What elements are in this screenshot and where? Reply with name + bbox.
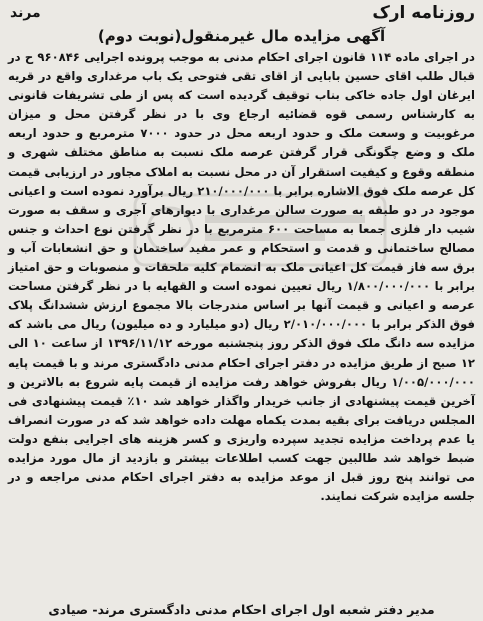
ad-signature: مدیر دفتر شعبه اول اجرای احکام مدنی دادگستری مرند- صیادی bbox=[48, 602, 435, 617]
ad-title: آگهی مزایده مال غیرمنقول(نوبت دوم) bbox=[97, 27, 386, 45]
city-name: مرند bbox=[10, 5, 41, 21]
page-header bbox=[0, 0, 483, 26]
newspaper-name: روزنامه ارک bbox=[372, 3, 475, 23]
ad-body: در اجرای ماده ۱۱۴ قانون اجرای احکام مدنی به موجب پرونده اجرایی ۹۶۰۸۴۶ ح در قبال طلب اقای حسین بابایی از اقای تقی فتوحی یک باب مرغداری واقع در قریه ایرغان اول جاده خاکی بناب توقیف گردیده است که پس از طی تشریفات قانونی به کارشناس رسمی قوه قضائیه ارجاع وی با در نظر گرفتن محل و میزان مرغوبیت و وسعت ملک و حدود اربعه محل در حدود ۷۰۰۰ مترمربع و حدود اربعه ملک و وضع چگونگی قرار گرفتن عرصه ملک نسبت به مناطق مختلف شهری و منطقه وقوع و کیفیت استقرار آن در محل نسبت به املاک مجاور در ارزیابی قیمت کل عرصه ملک فوق الاشاره برابر با ۲۱۰/۰۰۰/۰۰۰ ریال برآورد نموده است و اعیانی موجود در دو طبقه به صورت سالن مرغداری با دیوارهای آجری و سقف به صورت شیب دار فلزی جمعا به مساحت ۶۰۰ مترمربع با در نظر گرفتن نوع احداث و جنس مصالح ساختمانی و قدمت و استحکام و عمر مفید ساختمان و حق انشعابات آب و برق سه فاز قیمت کل اعیانی ملک به انضمام کلیه ملحقات و منصوبات و حق امتیاز برابر با ۱/۸۰۰/۰۰۰/۰۰۰ ریال تعیین نموده است و القهایه با در نظر گرفتن مساحت عرصه و اعیانی و قیمت آنها بر اساس مندرجات بالا مجموع ارزش ششدانگ پلاک فوق الذکر برابر با ۲/۰۱۰/۰۰۰/۰۰۰ ریال (دو میلیارد و ده میلیون) ریال می باشد که مزایده سه دانگ ملک فوق الذکر روز پنجشنبه مورخه ۱۳۹۶/۱۱/۱۲ از ساعت ۱۰ الی ۱۲ صبح از طریق مزایده در دفتر اجرای احکام مدنی دادگستری مرند و با قیمت پایه ۱/۰۰۵/۰۰۰/۰۰۰ ریال بفروش خواهد رفت مزایده از قیمت پایه شروع به بالاترین و آخرین قیمت پیشنهادی از جانب خریدار واگذار خواهد شد ۱۰٪ قیمت پیشنهادی فی المجلس دریافت برای بقیه بمدت یکماه مهلت داده خواهد شد که در صورت انصراف یا عدم پرداخت مزایده تجدید سپرده واریزی و کسر هزینه های اجرایی بنفع دولت ضبط خواهد شد طالبین جهت کسب اطلاعات بیشتر و بازدید از مال مورد مزایده می توانند پنج روز قبل از موعد مزایده به دفتر اجرای احکام مدنی مراجعه و در جلسه مزایده شرکت نمایند. bbox=[8, 50, 476, 504]
